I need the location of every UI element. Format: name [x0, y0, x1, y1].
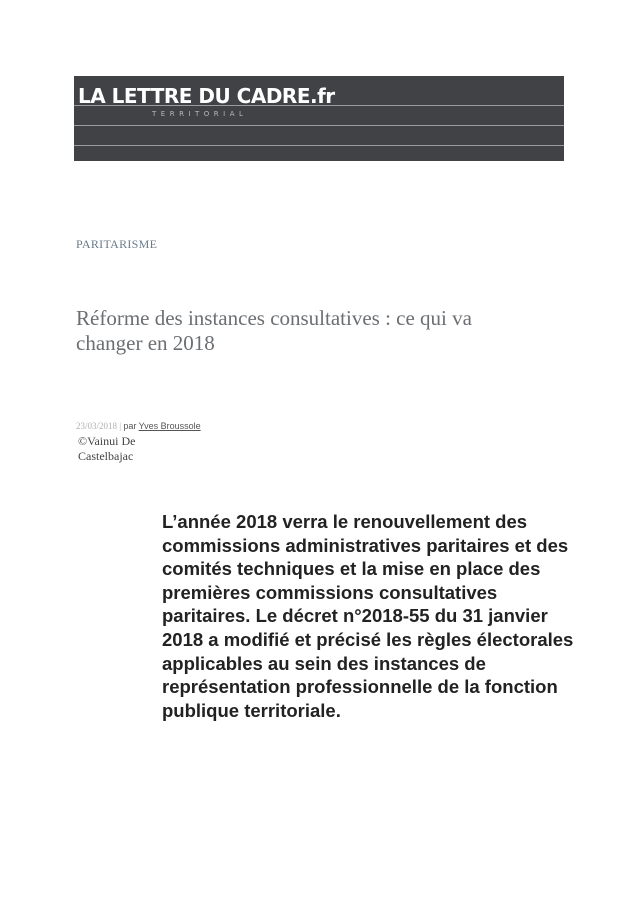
article-meta: [76, 420, 201, 432]
site-header-banner: [74, 76, 564, 161]
banner-divider: [74, 125, 564, 126]
author-prefix: par: [123, 421, 137, 431]
banner-divider: [74, 145, 564, 146]
site-logo-subtitle: TERRITORIAL: [152, 110, 248, 118]
article-category[interactable]: PARITARISME: [76, 237, 158, 251]
meta-separator: |: [119, 421, 122, 431]
photo-credit: ©Vainui De Castelbajac: [78, 434, 136, 463]
article-date: 23/03/2018: [76, 421, 118, 431]
article-lead: L’année 2018 verra le renouvellement des commissions administratives paritaires et des comités techniques et la mise en place des premières commissions consultatives paritaires. Le décret n°2018-55 du 31 janvier 2018 a modifié et précisé les règles électorales applicables au sein des instances de représentation professionnelle de la fonction publique territoriale.: [162, 511, 574, 721]
author-link[interactable]: Yves Broussole: [138, 421, 201, 431]
site-logo[interactable]: LA LETTRE DU CADRE.fr: [78, 84, 335, 108]
article-title: Réforme des instances consultatives : ce qui va changer en 2018: [76, 306, 472, 355]
